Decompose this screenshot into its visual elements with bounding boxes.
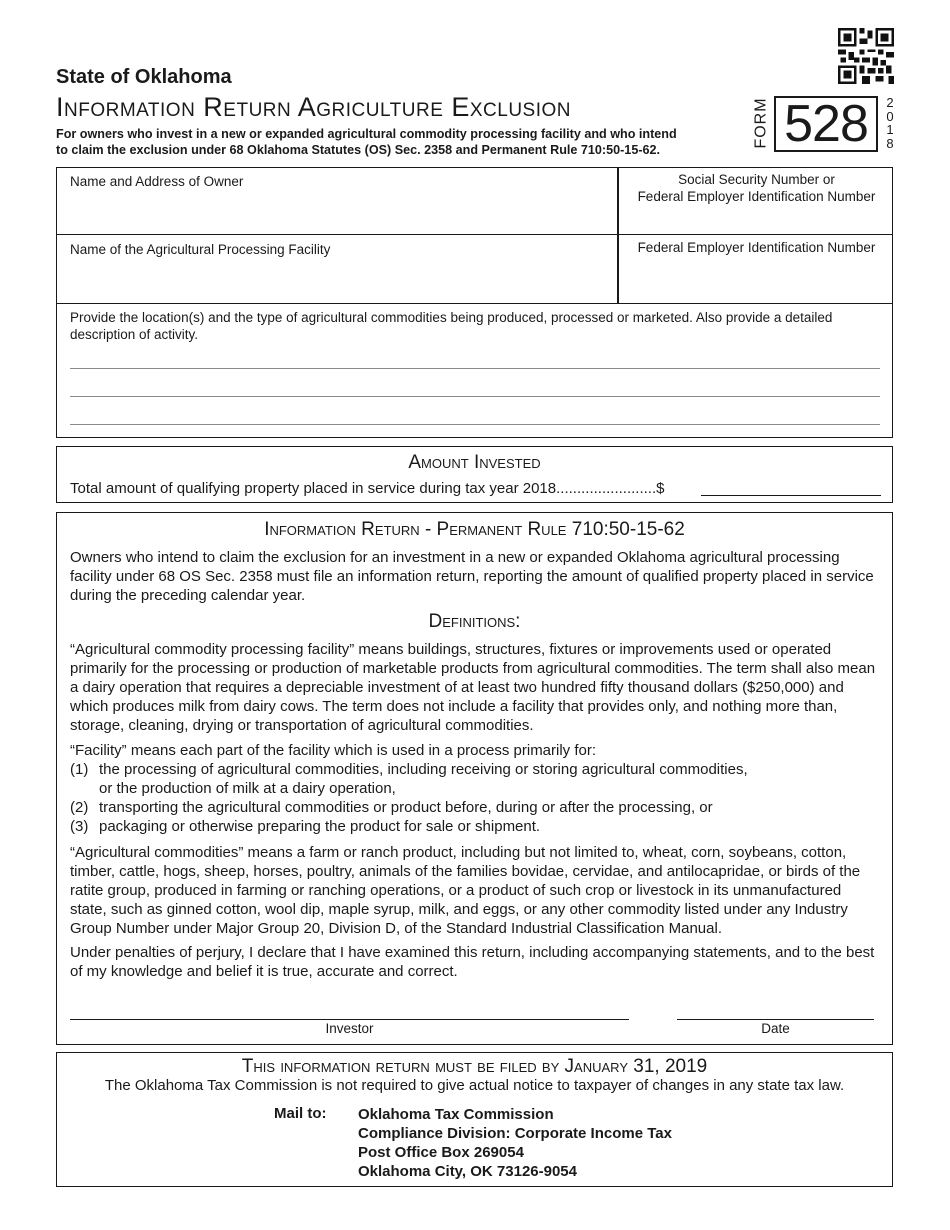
address-line: Compliance Division: Corporate Income Tax xyxy=(358,1125,672,1142)
mailing-address xyxy=(358,1105,672,1181)
description-line[interactable] xyxy=(70,368,880,369)
year-digit: 8 xyxy=(886,135,894,151)
definitions-title: Definitions: xyxy=(428,611,521,632)
list-text: packaging or otherwise preparing the product for sale or shipment. xyxy=(99,818,541,835)
list-number: (2) xyxy=(70,799,89,816)
description-line[interactable] xyxy=(70,424,880,425)
state-name: State of Oklahoma xyxy=(56,66,232,88)
currency-symbol: $ xyxy=(656,480,665,497)
definition-list-item xyxy=(70,760,882,798)
year-digit: 1 xyxy=(886,122,894,137)
ssn-fein-field[interactable] xyxy=(619,171,894,205)
information-return-section xyxy=(56,512,893,1045)
definition-facility-intro: “Facility” means each part of the facility which is used in a process primarily for: xyxy=(70,742,597,759)
mail-to-label: Mail to: xyxy=(274,1105,327,1122)
intro-paragraph: Owners who intend to claim the exclusion for an investment in a new or expanded Oklahoma agricultural processing facility under 68 OS Sec. 2358 must file an information return, reporting the amount of qualified property placed in service during the preceding calendar year. xyxy=(70,549,874,604)
list-text-continued: or the production of milk at a dairy operation, xyxy=(99,780,396,797)
amount-invested-title: Amount Invested xyxy=(408,452,541,473)
year-digit: 0 xyxy=(886,108,894,124)
intro-line-2: to claim the exclusion under 68 Oklahoma Statutes (OS) Sec. 2358 and Permanent Rule 710:50-15-62. xyxy=(56,143,661,157)
address-line: Oklahoma City, OK 73126-9054 xyxy=(358,1163,577,1180)
location-description-field[interactable]: Provide the location(s) and the type of agricultural commodities being produced, processed or marketed. Also provide a detailed description of activity. xyxy=(70,310,833,342)
list-text: transporting the agricultural commodities or product before, during or after the processing, or xyxy=(99,799,713,816)
address-line: Oklahoma Tax Commission xyxy=(358,1106,554,1123)
facility-row xyxy=(57,235,892,304)
form-intro xyxy=(56,126,756,158)
form-label-vertical xyxy=(750,96,776,152)
form-title: Information Return Agriculture Exclusion xyxy=(56,92,572,122)
filing-section xyxy=(56,1052,893,1187)
facility-name-field[interactable]: Name of the Agricultural Processing Facility xyxy=(70,242,331,257)
list-number: (1) xyxy=(70,761,89,778)
definition-agricultural-commodities: “Agricultural commodities” means a farm or ranch product, including but not limited to, wheat, corn, soybeans, cotton, timber, cattle, hogs, sheep, horses, poultry, animals of the families bovidae, cervidae, and antilocapridae, or birds of the ratite group, produced in farming or ranching operations, or a product of such crop or livestock in its unmanufactured state, such as ginned cotton, wool dip, maple syrup, milk, and eggs, or any other commodity listed under any Industry Group Number under Major Group 20, Division D, of the Standard Industrial Classification Manual. xyxy=(70,844,861,937)
amount-label xyxy=(70,480,665,497)
qr-code-icon xyxy=(838,28,894,84)
definition-list-item xyxy=(70,817,882,836)
definition-processing-facility: “Agricultural commodity processing facility” means buildings, structures, fixtures or improvements used or operated primarily for the processing or production of marketable products from agricultural commodities. The term shall also mean a dairy operation that requires a depreciable investment of at least two hundred fifty thousand dollars ($250,000) and which produces milk from dairy cows. The term does not include a facility that provides only, and nothing more than, storage, cleaning, drying or transportation of agricultural commodities. xyxy=(70,641,876,734)
investor-label: Investor xyxy=(325,1021,374,1036)
year-digit: 2 xyxy=(886,95,894,110)
address-line: Post Office Box 269054 xyxy=(358,1144,524,1161)
filing-notice: The Oklahoma Tax Commission is not required to give actual notice to taxpayer of changes in any state tax law. xyxy=(104,1077,845,1094)
amount-line-text: Total amount of qualifying property placed in service during tax year 2018 xyxy=(70,480,557,497)
amount-leader: ........................ xyxy=(556,480,657,497)
amount-invested-section xyxy=(56,446,893,503)
facility-fein-field[interactable]: Federal Employer Identification Number xyxy=(637,240,876,255)
owner-row xyxy=(57,168,892,235)
form-year xyxy=(882,96,898,150)
ssn-label-line-2: Federal Employer Identification Number xyxy=(637,189,876,204)
owner-name-address-field[interactable]: Name and Address of Owner xyxy=(70,174,244,189)
form-label: FORM xyxy=(752,97,770,149)
owner-section xyxy=(56,167,893,438)
investor-signature-line[interactable] xyxy=(70,1019,629,1020)
list-text: the processing of agricultural commodities, including receiving or storing agricultural commodities, xyxy=(99,761,748,778)
list-number: (3) xyxy=(70,818,89,835)
date-label: Date xyxy=(761,1021,790,1036)
ssn-label-line-1: Social Security Number or xyxy=(678,172,835,187)
form-number: 528 xyxy=(774,96,878,152)
description-line[interactable] xyxy=(70,396,880,397)
information-return-title: Information Return - Permanent Rule 710:50-15-62 xyxy=(264,519,685,540)
perjury-statement: Under penalties of perjury, I declare that I have examined this return, including accompanying statements, and to the best of my knowledge and belief it is true, accurate and correct. xyxy=(70,944,875,980)
definition-list-item xyxy=(70,798,882,817)
amount-input-line[interactable] xyxy=(701,495,881,496)
intro-line-1: For owners who invest in a new or expanded agricultural commodity processing facility and who intend xyxy=(56,127,677,141)
date-line[interactable] xyxy=(677,1019,874,1020)
filing-deadline-title: This information return must be filed by January 31, 2019 xyxy=(241,1056,708,1077)
